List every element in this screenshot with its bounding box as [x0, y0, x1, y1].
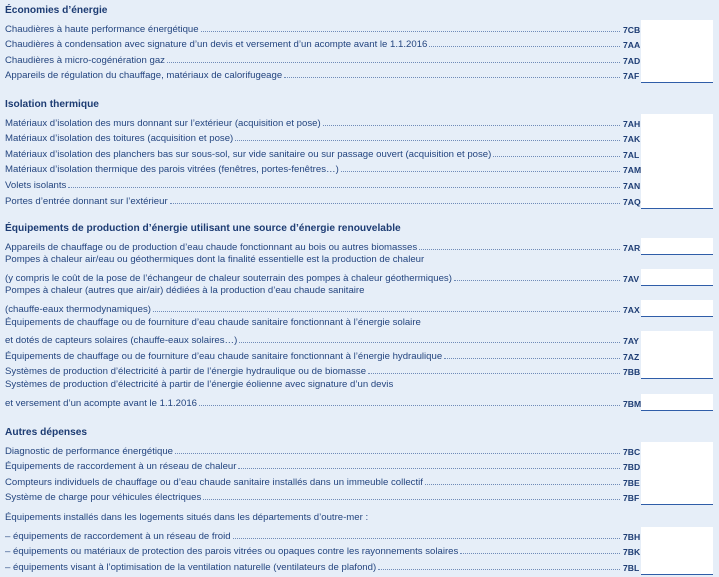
row-label-first-line: Pompes à chaleur (autres que air/air) dédiées à la production d’eau chaude sanitaire	[5, 285, 365, 297]
form-row	[5, 52, 639, 66]
dot-leader	[170, 203, 620, 204]
dot-leader	[460, 553, 620, 554]
row-label: Système de charge pour véhicules électriques	[5, 492, 202, 504]
dot-leader	[201, 31, 620, 32]
form-row	[5, 474, 639, 488]
section-title: Équipements de production d’énergie utilisant une source d’énergie renouvelable	[5, 223, 401, 234]
amount-input-7av[interactable]	[641, 269, 713, 286]
form-row	[5, 395, 642, 409]
row-label: Portes d’entrée donnant sur l’extérieur	[5, 195, 168, 207]
dot-leader	[378, 569, 620, 570]
amount-input-7cb[interactable]	[641, 20, 713, 37]
amount-input-7af[interactable]	[641, 66, 713, 83]
section-title: Économies d’énergie	[5, 5, 108, 16]
form-row	[5, 115, 639, 129]
dot-leader	[368, 373, 620, 374]
row-label: Diagnostic de performance énergétique	[5, 445, 173, 457]
row-label: et versement d’un acompte avant le 1.1.2016	[5, 397, 197, 409]
dot-leader	[238, 468, 620, 469]
amount-input-7al[interactable]	[641, 145, 713, 162]
box-code: 7AH	[623, 118, 641, 129]
dot-leader	[419, 249, 620, 250]
box-code: 7BE	[623, 477, 640, 488]
form-row	[5, 332, 639, 346]
amount-input-7bf[interactable]	[641, 488, 713, 505]
form-row	[5, 528, 639, 542]
row-label: Compteurs individuels de chauffage ou d’eau chaude sanitaire installés dans un immeuble collectif	[5, 476, 423, 488]
box-code: 7AR	[623, 242, 641, 253]
amount-input-7ar[interactable]	[641, 238, 713, 255]
amount-input-7aq[interactable]	[641, 192, 713, 209]
amount-input-7aa[interactable]	[641, 35, 713, 52]
amount-input-7bd[interactable]	[641, 457, 713, 474]
box-code: 7AD	[623, 55, 641, 66]
row-label: Appareils de chauffage ou de production d’eau chaude fonctionnant au bois ou autres biomasses	[5, 241, 418, 253]
amount-input-7ad[interactable]	[641, 51, 713, 68]
box-code: 7AX	[623, 305, 640, 315]
row-label: Matériaux d’isolation des toitures (acquisition et pose)	[5, 133, 234, 145]
box-code: 7AA	[623, 40, 641, 51]
dot-leader	[323, 125, 620, 126]
dot-leader	[341, 171, 620, 172]
row-label-first-line: Systèmes de production d’électricité à partir de l’énergie éolienne avec signature d’un devis	[5, 379, 394, 390]
box-code: 7BL	[623, 562, 640, 573]
dot-leader	[233, 538, 620, 539]
row-label: Chaudières à haute performance énergétique	[5, 23, 199, 35]
form-row	[5, 67, 639, 81]
form-row	[5, 443, 639, 457]
amount-input-7bk[interactable]	[641, 542, 713, 559]
box-code: 7BM	[623, 398, 642, 409]
amount-input-7ax[interactable]	[641, 300, 713, 317]
box-code: 7BH	[623, 531, 641, 542]
amount-input-7ak[interactable]	[641, 129, 713, 146]
section-title: Autres dépenses	[5, 427, 88, 438]
box-code: 7BD	[623, 462, 641, 473]
section-intro: Équipements installés dans les logements situés dans les départements d’outre-mer :	[5, 512, 369, 523]
dot-leader	[493, 156, 620, 157]
form-row	[5, 146, 639, 160]
dot-leader	[239, 342, 620, 343]
box-code: 7AY	[623, 336, 639, 347]
form-row	[5, 36, 639, 50]
row-label: Équipements de raccordement à un réseau de chaleur	[5, 461, 237, 473]
section-title: Isolation thermique	[5, 99, 99, 110]
form-row	[5, 489, 639, 503]
row-label: Volets isolants	[5, 180, 67, 191]
row-label: – équipements visant à l’optimisation de la ventilation naturelle (ventilateurs de plafond)	[5, 561, 377, 573]
amount-input-7am[interactable]	[641, 160, 713, 177]
box-code: 7AZ	[623, 351, 640, 362]
form-row	[5, 177, 639, 191]
box-code: 7BK	[623, 547, 641, 558]
dot-leader	[284, 77, 620, 78]
dot-leader	[425, 484, 620, 485]
box-code: 7BF	[623, 493, 640, 504]
amount-input-7az[interactable]	[641, 347, 713, 364]
dot-leader	[153, 311, 620, 312]
row-label: Chaudières à condensation avec signature d’un devis et versement d’un acompte avant le 1.1.2016	[5, 39, 428, 51]
amount-input-7an[interactable]	[641, 176, 713, 193]
form-row	[5, 348, 639, 362]
form-row	[5, 301, 639, 315]
row-label-first-line: Équipements de chauffage ou de fourniture d’eau chaude sanitaire fonctionnant à l’énergie solaire	[5, 316, 421, 328]
dot-leader	[68, 187, 620, 188]
form-row	[5, 130, 639, 144]
form-row	[5, 193, 639, 207]
amount-input-7ah[interactable]	[641, 114, 713, 131]
row-label: Équipements de chauffage ou de fourniture d’eau chaude sanitaire fonctionnant à l’énergie hydraulique	[5, 350, 443, 362]
form-row	[5, 458, 639, 472]
dot-leader	[444, 358, 620, 359]
amount-input-7bm[interactable]	[641, 394, 713, 411]
dot-leader	[175, 453, 620, 454]
amount-input-7bl[interactable]	[641, 558, 713, 575]
amount-input-7be[interactable]	[641, 473, 713, 490]
amount-input-7bb[interactable]	[641, 362, 713, 379]
box-code: 7AN	[623, 181, 641, 191]
form-row	[5, 239, 639, 253]
form-row	[5, 363, 639, 377]
box-code: 7BC	[623, 446, 641, 457]
box-code: 7AQ	[623, 196, 641, 207]
row-label: Matériaux d’isolation thermique des parois vitrées (fenêtres, portes-fenêtres…)	[5, 164, 339, 176]
form-row	[5, 559, 639, 573]
row-label: Matériaux d’isolation des planchers bas sur sous-sol, sur vide sanitaire ou sur passage ouvert (acquisition et pose)	[5, 148, 492, 160]
form-row	[5, 270, 639, 284]
row-label: Appareils de régulation du chauffage, matériaux de calorifugeage	[5, 70, 283, 82]
row-label: (chauffe-eaux thermodynamiques)	[5, 304, 151, 315]
form-row	[5, 543, 639, 557]
box-code: 7AM	[623, 165, 642, 176]
dot-leader	[203, 499, 620, 500]
form-row	[5, 161, 642, 176]
row-label: – équipements de raccordement à un réseau de froid	[5, 530, 231, 542]
amount-input-7bc[interactable]	[641, 442, 713, 459]
box-code: 7AK	[623, 134, 641, 145]
row-label-first-line: Pompes à chaleur air/eau ou géothermiques dont la finalité essentielle est la production de chaleur	[5, 254, 425, 266]
row-label: Matériaux d’isolation des murs donnant sur l’extérieur (acquisition et pose)	[5, 117, 321, 129]
amount-input-7ay[interactable]	[641, 331, 713, 348]
form-row	[5, 21, 639, 35]
dot-leader	[199, 405, 620, 406]
box-code: 7AV	[623, 273, 640, 284]
box-code: 7CB	[623, 24, 641, 35]
amount-input-7bh[interactable]	[641, 527, 713, 544]
box-code: 7AL	[623, 149, 640, 160]
dot-leader	[235, 140, 620, 141]
dot-leader	[429, 46, 620, 47]
box-code: 7AF	[623, 71, 640, 82]
row-label: – équipements ou matériaux de protection des parois vitrées ou opaques contre les rayonnements solaires	[5, 546, 459, 558]
dot-leader	[454, 280, 620, 281]
row-label: Chaudières à micro-cogénération gaz	[5, 54, 165, 66]
dot-leader	[167, 62, 620, 63]
row-label: (y compris le coût de la pose de l’échangeur de chaleur souterrain des pompes à chaleur géothermiques)	[5, 272, 452, 284]
box-code: 7BB	[623, 367, 641, 378]
row-label: et dotés de capteurs solaires (chauffe-eaux solaires…)	[5, 335, 238, 347]
row-label: Systèmes de production d’électricité à partir de l’énergie hydraulique ou de biomasse	[5, 366, 367, 378]
